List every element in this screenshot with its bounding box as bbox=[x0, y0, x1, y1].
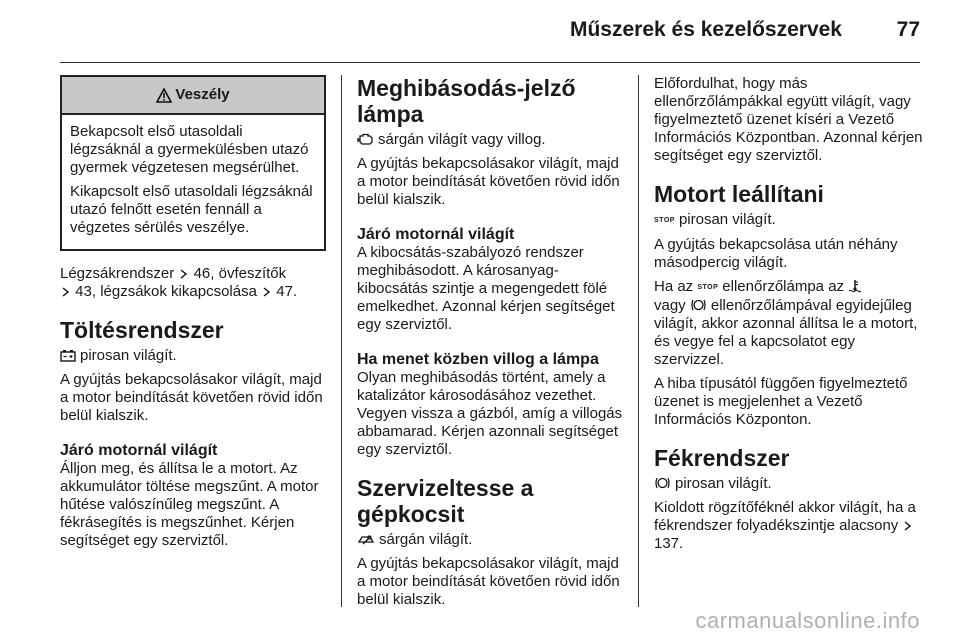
brake-paragraph: Kioldott rögzítőféknél akkor világít, ha a fékrendszer folyadékszintje alacsony 137. bbox=[654, 499, 916, 552]
column-divider-1 bbox=[341, 75, 342, 607]
coolant-temperature-icon bbox=[848, 279, 862, 293]
heading-malfunction-lamp: Meghibásodás-jelző lámpa bbox=[357, 75, 576, 127]
heading-stop-engine: Motort leállítani bbox=[654, 181, 824, 207]
heading-engine-running: Járó motornál világít bbox=[60, 442, 218, 459]
stop-paragraph-2: Ha az STOP ellenőrzőlámpa az vagy ellenőrzőlámpával egyidejűleg világít, akkor azonnal állítsa le a motort, és vegye fel a kapcsolatot egy szervizzel. bbox=[654, 278, 918, 368]
wrench-car-icon bbox=[357, 533, 375, 546]
warning-triangle-icon bbox=[156, 88, 172, 103]
stop-icon: STOP bbox=[697, 284, 719, 291]
warning-paragraph-2: Kikapcsolt első utasoldali légzsáknál utazó felnőtt esetén fennáll a végzetes sérülés veszélye. bbox=[70, 183, 313, 236]
brake-status: pirosan világít. bbox=[654, 475, 929, 493]
brake-warning-icon bbox=[654, 476, 671, 490]
warning-paragraph-1: Bekapcsolt első utasoldali légzsáknál a gyermekülésben utazó gyermek végzetesen megsérülhet. bbox=[70, 123, 309, 176]
warning-box bbox=[60, 75, 326, 251]
stop-status: STOP pirosan világít. bbox=[654, 211, 776, 228]
mil-status: sárgán világít vagy villog. bbox=[357, 131, 625, 149]
page-title: Műszerek és kezelőszervek bbox=[569, 18, 842, 41]
flashing-paragraph: Olyan meghibásodás történt, amely a katalizátor károsodásához vezethet. Vegyen vissza a gázból, amíg a villogás abbamarad. Kérjen azonnali segítséget egy szerviztől. bbox=[357, 369, 623, 458]
page-ref-arrow-icon bbox=[180, 269, 187, 279]
battery-icon bbox=[60, 349, 76, 362]
charging-status: pirosan világít. bbox=[60, 347, 325, 365]
page-number: 77 bbox=[896, 18, 920, 41]
service-status: sárgán világít. bbox=[357, 531, 625, 549]
brake-warning-icon bbox=[690, 298, 707, 312]
page-header bbox=[0, 0, 960, 58]
column-2 bbox=[357, 75, 625, 615]
cross-references: Légzsákrendszer 46, övfeszítők 43, légzsákok kikapcsolása 47. bbox=[60, 265, 298, 300]
heading-flashing: Ha menet közben villog a lámpa bbox=[357, 351, 599, 368]
page-ref-arrow-icon bbox=[904, 521, 911, 531]
heading-brake-system: Fékrendszer bbox=[654, 445, 790, 471]
heading-charging-system: Töltésrendszer bbox=[60, 317, 224, 343]
running-paragraph: A kibocsátás-szabályozó rendszer meghibásodott. A károsanyag-kibocsátás szintje a megengedett fölé emelkedhet. Azonnal kérjen segítséget egy szerviztől. bbox=[357, 244, 615, 333]
stop-paragraph-1: A gyújtás bekapcsolása után néhány másodpercig világít. bbox=[654, 236, 898, 271]
column-3 bbox=[654, 75, 929, 559]
header-divider bbox=[60, 62, 920, 63]
running-paragraph: Álljon meg, és állítsa le a motort. Az akkumulátor töltése megszűnt. A motor hűtése valószínűleg megszűnt. A fékrásegítés is megszűnhet. Kérjen segítséget egy szerviztől. bbox=[60, 460, 319, 549]
page-ref-arrow-icon bbox=[62, 287, 69, 297]
column-1 bbox=[60, 75, 325, 556]
stop-paragraph-3: A hiba típusától függően figyelmeztető üzenet is megjelenhet a Vezető Információs Központon. bbox=[654, 375, 908, 428]
warning-body bbox=[62, 115, 324, 249]
service-paragraph: A gyújtás bekapcsolásakor világít, majd a motor beindítását követően rövid időn belül kialszik. bbox=[357, 555, 620, 608]
heading-engine-running: Járó motornál világít bbox=[357, 226, 515, 243]
stop-icon: STOP bbox=[654, 217, 675, 224]
mil-paragraph: A gyújtás bekapcsolásakor világít, majd a motor beindítását követően rövid időn belül kialszik. bbox=[357, 155, 620, 208]
intro-paragraph: Előfordulhat, hogy más ellenőrzőlámpákkal együtt világít, vagy figyelmeztető üzenet kíséri a Vezető Információs Központban. Azonnal kérjen segítséget egy szerviztől. bbox=[654, 75, 923, 164]
engine-check-icon bbox=[357, 133, 374, 146]
page-ref-arrow-icon bbox=[263, 287, 270, 297]
charging-paragraph: A gyújtás bekapcsolásakor világít, majd a motor beindítását követően rövid időn belül kialszik. bbox=[60, 371, 323, 424]
warning-header bbox=[62, 77, 324, 115]
column-divider-2 bbox=[638, 75, 639, 607]
watermark: carmanualsonline.info bbox=[695, 608, 920, 633]
warning-title: Veszély bbox=[175, 86, 230, 103]
heading-service-vehicle: Szervizeltesse a gépkocsit bbox=[357, 475, 534, 527]
